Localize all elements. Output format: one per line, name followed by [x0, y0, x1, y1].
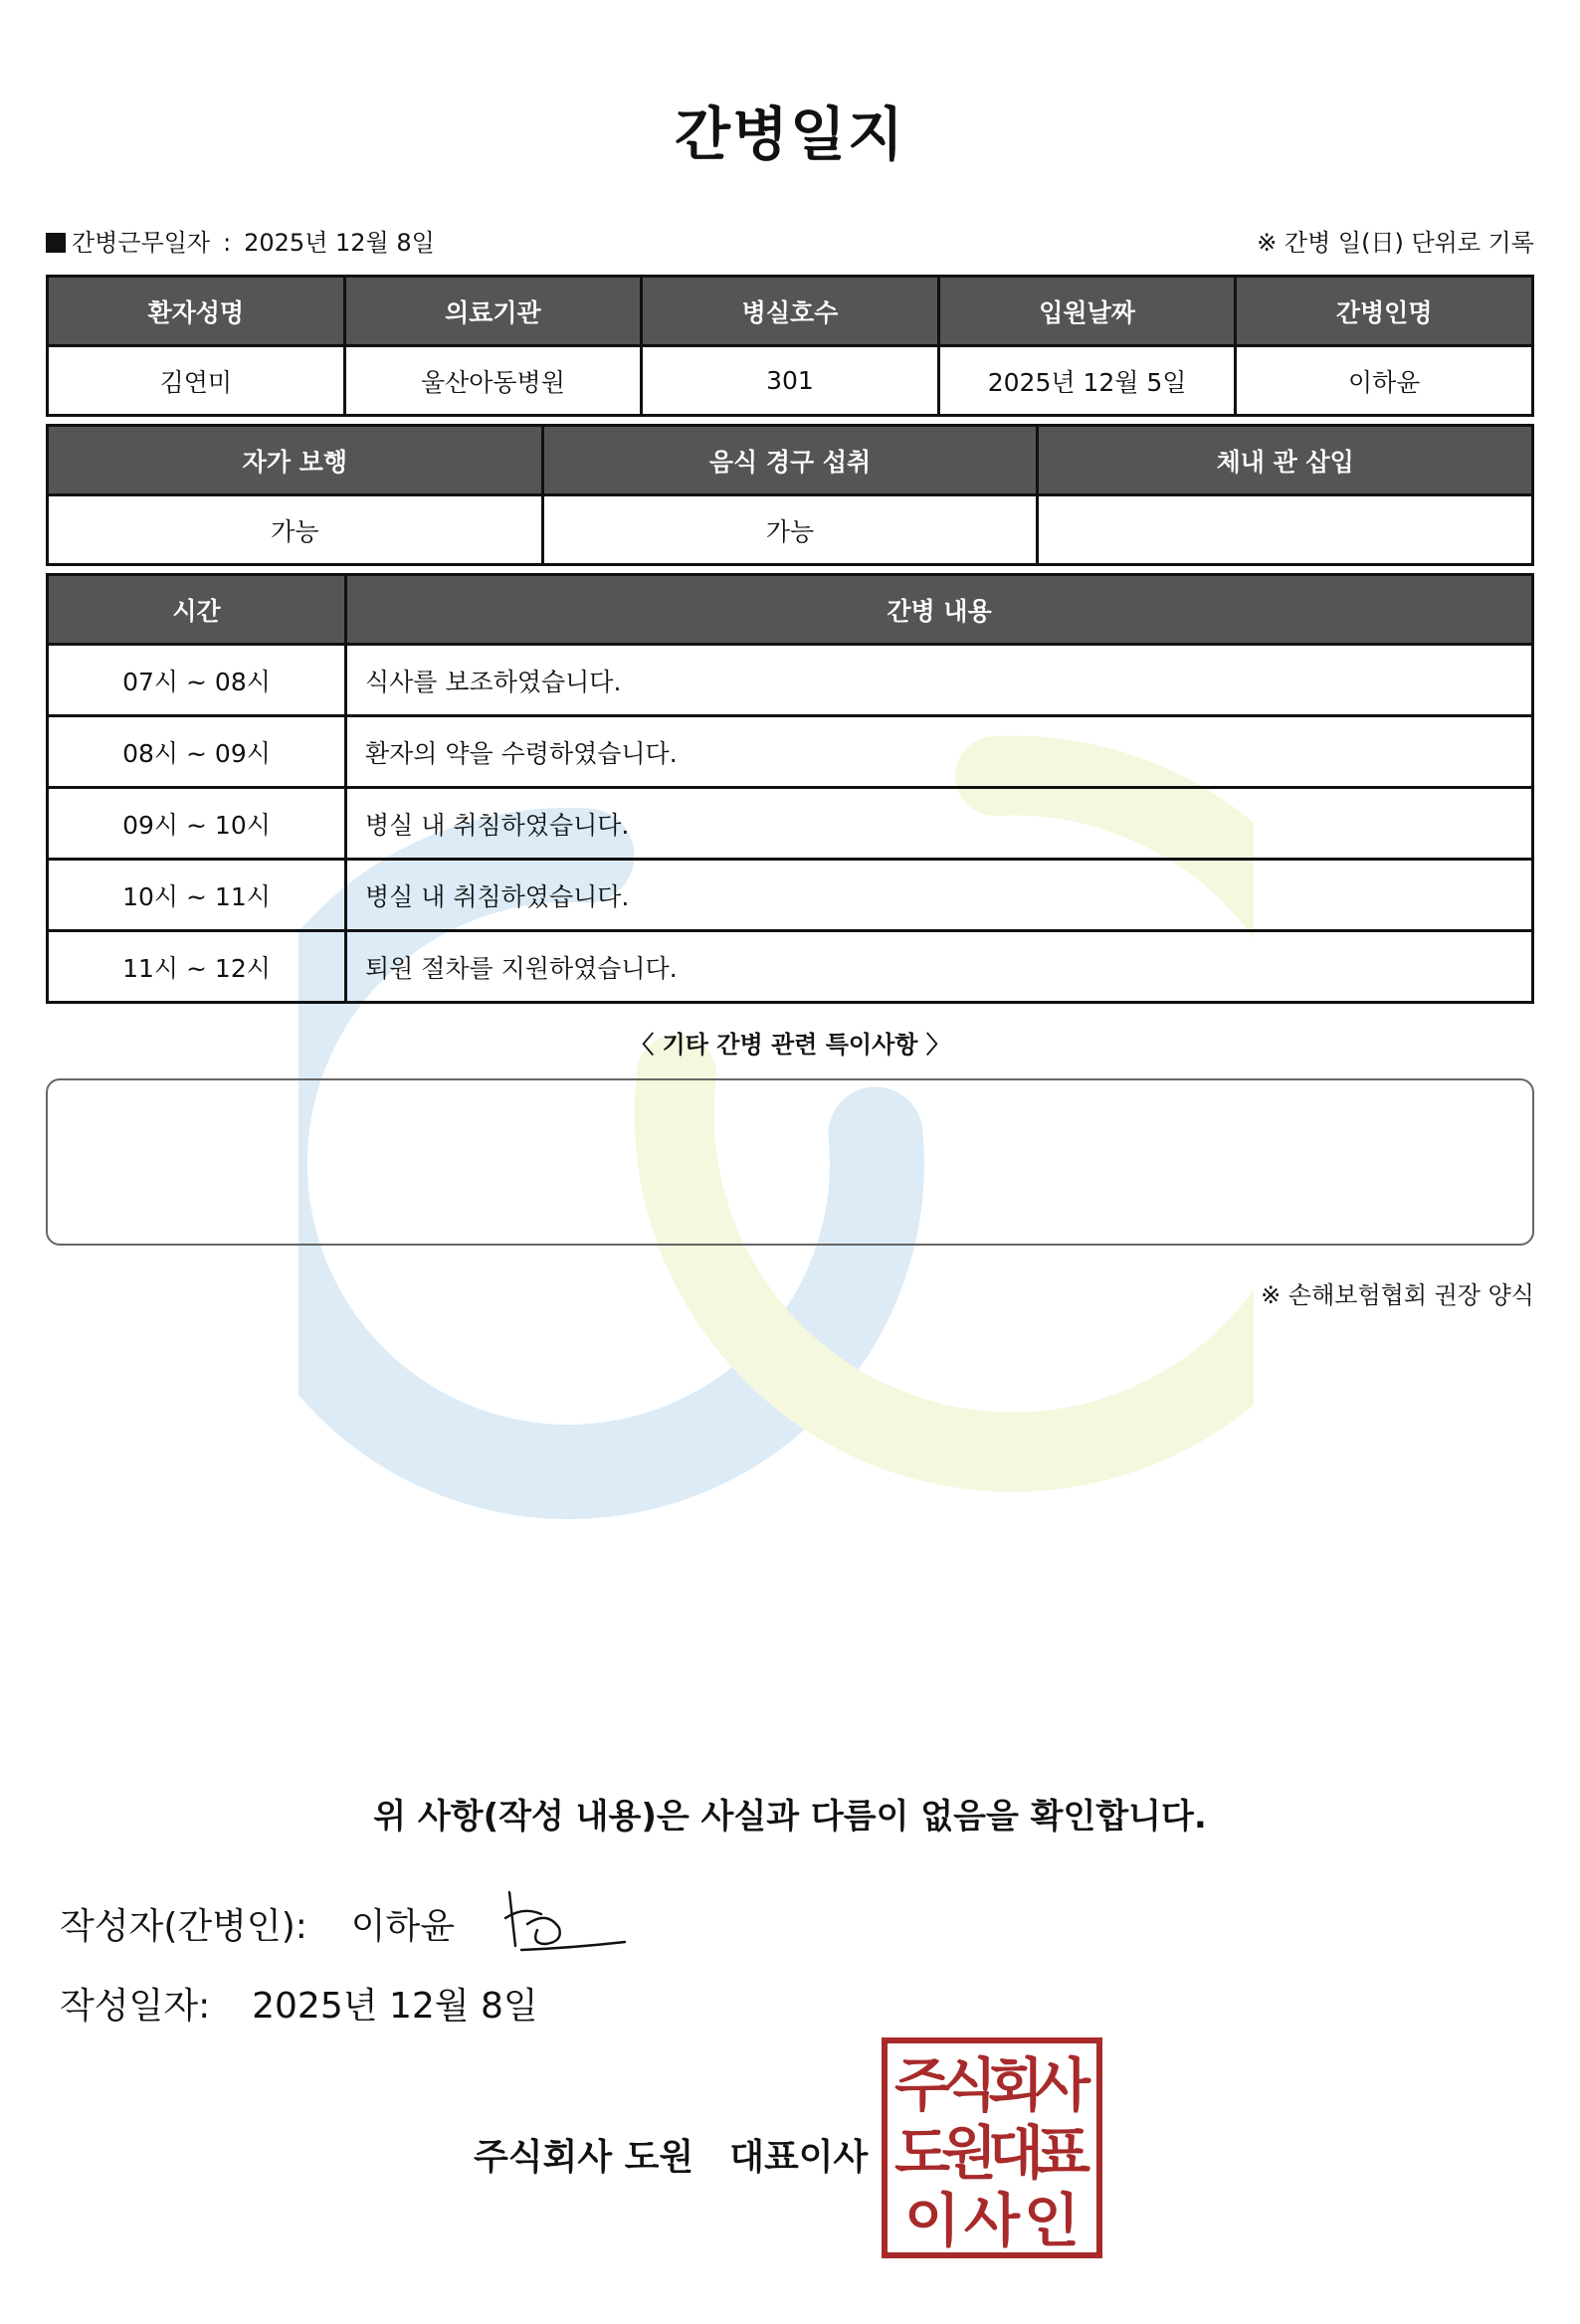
work-date-value: 2025년 12월 8일 [244, 229, 435, 257]
caregiver-name: 이하윤 [1236, 346, 1533, 416]
company-name: 주식회사 도원 [474, 2137, 694, 2178]
signature [501, 1884, 631, 1964]
square-bullet-icon [46, 233, 66, 253]
writer-line: 작성자(간병인): 이하윤 [60, 1906, 456, 1947]
work-date-label: 간병근무일자 [72, 229, 211, 257]
company-line [474, 2129, 868, 2180]
table-row [48, 645, 1533, 716]
company-seal [882, 2037, 1102, 2258]
table-row [48, 931, 1533, 1003]
svg-text:사: 사 [963, 2187, 1021, 2252]
patient-name: 김연미 [48, 346, 345, 416]
record-note: ※ 간병 일(日) 단위로 기록 [1257, 229, 1534, 257]
writer-name: 이하윤 [350, 1906, 456, 1947]
row-content: 병실 내 취침하였습니다. [346, 788, 1533, 860]
writer-label: 작성자(간병인) [60, 1906, 296, 1947]
header-room: 병실호수 [642, 277, 939, 346]
header-care-content: 간병 내용 [346, 575, 1533, 645]
special-notes-box [46, 1078, 1534, 1246]
status-table [46, 424, 1534, 566]
svg-text:인: 인 [1023, 2187, 1081, 2252]
document-title: 간병일지 [674, 100, 906, 168]
svg-text:표: 표 [1034, 2119, 1091, 2187]
header-admission-date: 입원날짜 [938, 277, 1236, 346]
svg-text:도: 도 [893, 2119, 951, 2187]
header-walking: 자가 보행 [48, 426, 543, 495]
header-patient-name: 환자성명 [48, 277, 345, 346]
patient-table [46, 275, 1534, 417]
svg-text:식: 식 [940, 2051, 998, 2119]
header-caregiver-name: 간병인명 [1236, 277, 1533, 346]
special-notes-title: 〈 기타 간병 관련 특이사항 〉 [630, 1031, 950, 1059]
row-content: 식사를 보조하였습니다. [346, 645, 1533, 716]
table-row [48, 860, 1533, 931]
confirmation-statement: 위 사항(작성 내용)은 사실과 다름이 없음을 확인합니다. [373, 1797, 1207, 1837]
row-time: 11시 ~ 12시 [48, 931, 346, 1003]
recommendation-note: ※ 손해보험협회 권장 양식 [1261, 1281, 1534, 1309]
oral-intake-status: 가능 [542, 495, 1038, 565]
row-time: 09시 ~ 10시 [48, 788, 346, 860]
svg-text:대: 대 [987, 2119, 1045, 2187]
room-number: 301 [642, 346, 939, 416]
tube-insertion-status [1038, 495, 1533, 565]
svg-text:사: 사 [1034, 2051, 1091, 2119]
written-date-label: 작성일자 [60, 1986, 199, 2027]
info-row [46, 223, 1534, 263]
row-time: 08시 ~ 09시 [48, 716, 346, 788]
walking-status: 가능 [48, 495, 543, 565]
header-oral-intake: 음식 경구 섭취 [542, 426, 1038, 495]
hospital: 울산아동병원 [344, 346, 642, 416]
header-time: 시간 [48, 575, 346, 645]
written-date-line: 작성일자: 2025년 12월 8일 [60, 1986, 538, 2027]
company-title: 대표이사 [729, 2137, 869, 2178]
seal-stamp-icon [888, 2043, 1096, 2252]
svg-text:원: 원 [940, 2119, 998, 2187]
row-content: 퇴원 절차를 지원하였습니다. [346, 931, 1533, 1003]
row-time: 10시 ~ 11시 [48, 860, 346, 931]
table-row [48, 788, 1533, 860]
row-content: 환자의 약을 수령하였습니다. [346, 716, 1533, 788]
care-log-table [46, 573, 1534, 1004]
svg-text:이: 이 [903, 2187, 961, 2252]
header-tube-insertion: 체내 관 삽입 [1038, 426, 1533, 495]
row-time: 07시 ~ 08시 [48, 645, 346, 716]
svg-text:회: 회 [987, 2051, 1045, 2119]
row-content: 병실 내 취침하였습니다. [346, 860, 1533, 931]
written-date-value: 2025년 12월 8일 [252, 1986, 538, 2027]
table-row [48, 716, 1533, 788]
header-hospital: 의료기관 [344, 277, 642, 346]
admission-date: 2025년 12월 5일 [938, 346, 1236, 416]
work-date: 간병근무일자 : 2025년 12월 8일 [46, 223, 435, 258]
svg-text:주: 주 [893, 2051, 951, 2119]
